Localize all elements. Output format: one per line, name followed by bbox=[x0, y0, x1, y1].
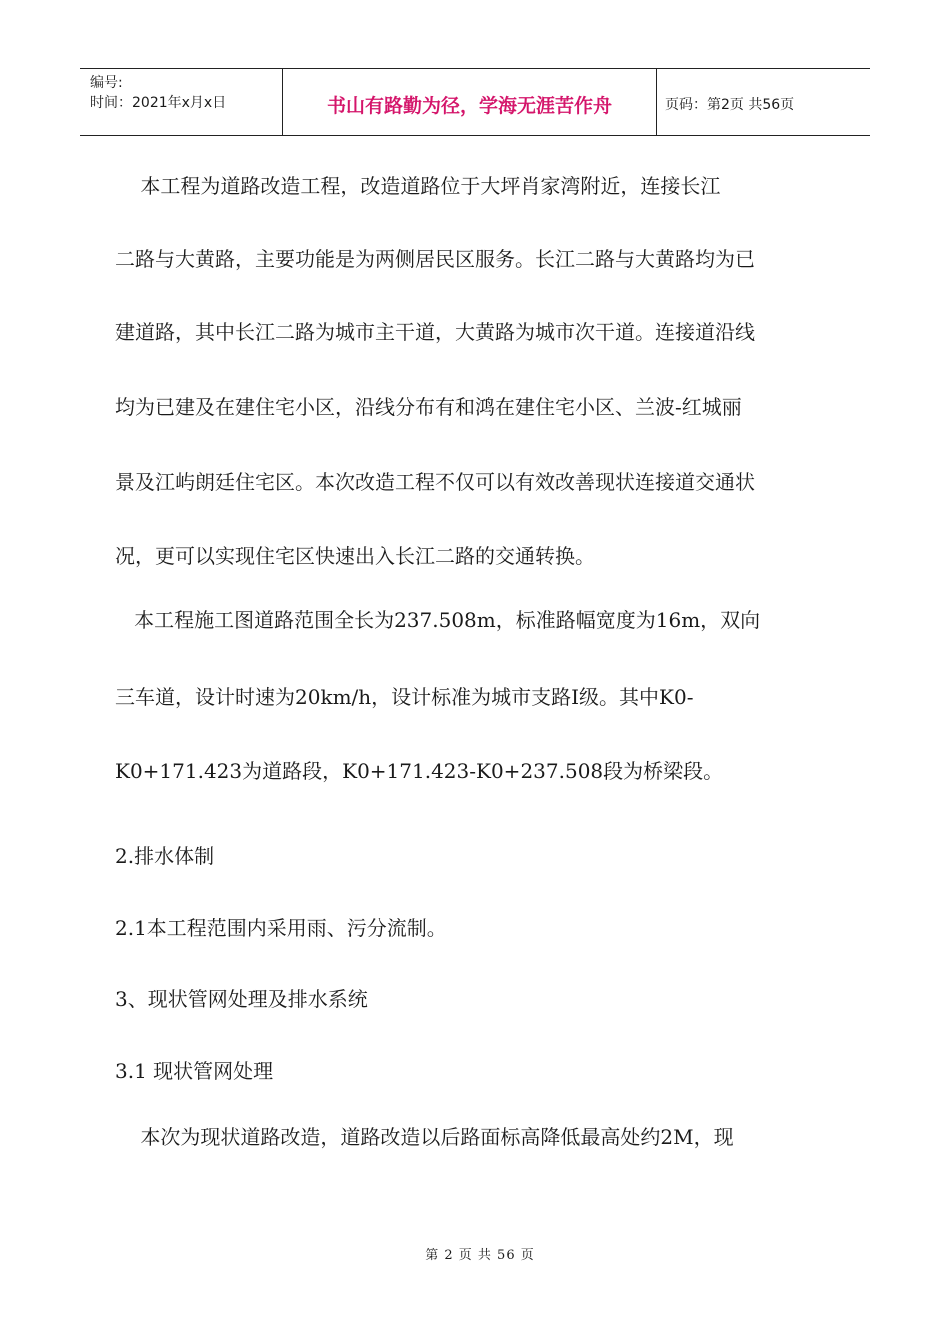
header-meta-cell bbox=[80, 69, 283, 135]
header-table bbox=[80, 68, 870, 136]
section-heading: 3、现状管网处理及排水系统 bbox=[115, 987, 368, 1011]
paragraph-line: 本次为现状道路改造，道路改造以后路面标高降低最高处约2M，现 bbox=[115, 1125, 734, 1149]
header-page-info: 页码：第2页 共56页 bbox=[665, 97, 795, 113]
paragraph-line: 三车道，设计时速为20km/h，设计标准为城市支路Ⅰ级。其中K0- bbox=[115, 685, 694, 709]
paragraph-line: 本工程为道路改造工程，改造道路位于大坪肖家湾附近，连接长江 bbox=[115, 174, 721, 198]
paragraph-line: 景及江屿朗廷住宅区。本次改造工程不仅可以有效改善现状连接道交通状 bbox=[115, 470, 755, 494]
paragraph-line: 二路与大黄路，主要功能是为两侧居民区服务。长江二路与大黄路均为已 bbox=[115, 247, 755, 271]
document-number-label: 编号: bbox=[90, 75, 123, 91]
header-motto: 书山有路勤为径，学海无涯苦作舟 bbox=[283, 69, 657, 135]
paragraph-line: 况，更可以实现住宅区快速出入长江二路的交通转换。 bbox=[115, 544, 595, 568]
paragraph-line: 均为已建及在建住宅小区，沿线分布有和鸿在建住宅小区、兰波-红城丽 bbox=[115, 395, 742, 419]
section-heading: 2.排水体制 bbox=[115, 844, 215, 868]
document-time-label: 时间：2021年x月x日 bbox=[90, 95, 227, 111]
paragraph-line: K0+171.423为道路段，K0+171.423-K0+237.508段为桥梁段。 bbox=[115, 759, 724, 783]
paragraph-line: 建道路，其中长江二路为城市主干道，大黄路为城市次干道。连接道沿线 bbox=[115, 320, 755, 344]
page-footer: 第 2 页 共 56 页 bbox=[425, 1248, 535, 1263]
subsection-heading: 3.1 现状管网处理 bbox=[115, 1059, 274, 1083]
subsection-line: 2.1本工程范围内采用雨、污分流制。 bbox=[115, 916, 447, 940]
paragraph-line: 本工程施工图道路范围全长为237.508m，标准路幅宽度为16m，双向 bbox=[115, 608, 761, 632]
